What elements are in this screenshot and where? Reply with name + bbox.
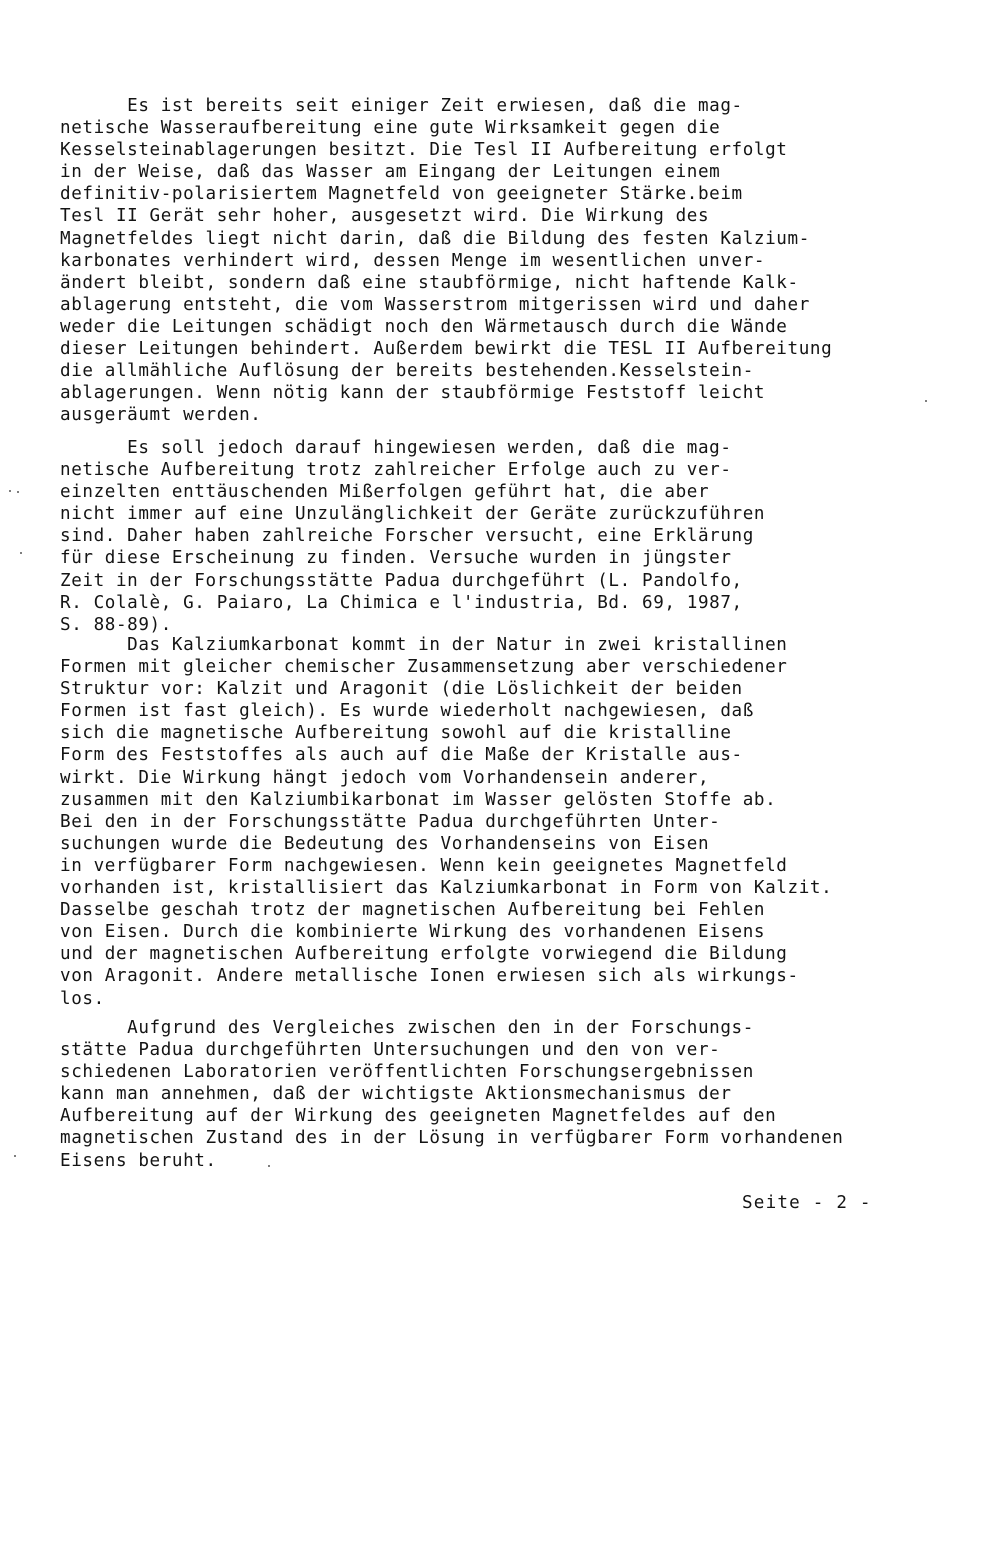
text-line: Es soll jedoch darauf hingewiesen werden, daß die mag- bbox=[60, 438, 732, 458]
text-line: von Aragonit. Andere metallische Ionen erwiesen sich als wirkungs- bbox=[60, 966, 799, 987]
text-line: die allmähliche Auflösung der bereits bestehenden.Kesselstein- bbox=[60, 361, 754, 382]
text-line: Dasselbe geschah trotz der magnetischen Aufbereitung bei Fehlen bbox=[60, 900, 766, 921]
text-line: netische Aufbereitung trotz zahlreicher Erfolge auch zu ver- bbox=[60, 460, 732, 481]
text-line: Formen mit gleicher chemischer Zusammensetzung aber verschiedener bbox=[60, 657, 788, 678]
text-line: Zeit in der Forschungsstätte Padua durchgeführt (L. Pandolfo, bbox=[60, 570, 743, 591]
text-line: Form des Feststoffes als auch auf die Maße der Kristalle aus- bbox=[60, 745, 743, 766]
text-line: dieser Leitungen behindert. Außerdem bewirkt die TESL II Aufbereitung bbox=[60, 339, 833, 360]
paragraph-4 bbox=[60, 1017, 843, 1172]
scan-speck bbox=[268, 1165, 270, 1167]
text-line: schiedenen Laboratorien veröffentlichten Forschungsergebnissen bbox=[60, 1062, 754, 1083]
text-line: vorhanden ist, kristallisiert das Kalziumkarbonat in Form von Kalzit. bbox=[60, 878, 833, 899]
text-line: suchungen wurde die Bedeutung des Vorhandenseins von Eisen bbox=[60, 833, 710, 854]
text-line: in verfügbarer Form nachgewiesen. Wenn kein geeignetes Magnetfeld bbox=[60, 855, 788, 876]
text-line: Magnetfeldes liegt nicht darin, daß die Bildung des festen Kalzium- bbox=[60, 228, 810, 249]
text-line: Eisens beruht. bbox=[60, 1150, 217, 1171]
text-line: ablagerungen. Wenn nötig kann der staubförmige Feststoff leicht bbox=[60, 383, 766, 404]
text-line: einzelten enttäuschenden Mißerfolgen geführt hat, die aber bbox=[60, 482, 710, 503]
paragraph-2 bbox=[60, 437, 765, 636]
text-line: magnetischen Zustand des in der Lösung in verfügbarer Form vorhandenen bbox=[60, 1128, 844, 1149]
text-line: definitiv-polarisiertem Magnetfeld von geeigneter Stärke.beim bbox=[60, 184, 743, 205]
text-line: los. bbox=[60, 988, 105, 1009]
paragraph-3 bbox=[60, 634, 832, 1010]
text-line: ausgeräumt werden. bbox=[60, 405, 262, 426]
text-line: kann man annehmen, daß der wichtigste Aktionsmechanismus der bbox=[60, 1084, 732, 1105]
text-line: weder die Leitungen schädigt noch den Wärmetausch durch die Wände bbox=[60, 316, 788, 337]
text-line: wirkt. Die Wirkung hängt jedoch vom Vorhandensein anderer, bbox=[60, 767, 710, 788]
text-line: ablagerung entsteht, die vom Wasserstrom mitgerissen wird und daher bbox=[60, 294, 810, 315]
text-line: Das Kalziumkarbonat kommt in der Natur in zwei kristallinen bbox=[60, 635, 788, 655]
scan-speck bbox=[14, 1155, 16, 1157]
text-line: Formen ist fast gleich). Es wurde wiederholt nachgewiesen, daß bbox=[60, 701, 754, 722]
text-line: und der magnetischen Aufbereitung erfolgte vorwiegend die Bildung bbox=[60, 944, 788, 965]
text-line: Aufbereitung auf der Wirkung des geeigneten Magnetfeldes auf den bbox=[60, 1106, 777, 1127]
text-line: karbonates verhindert wird, dessen Menge im wesentlichen unver- bbox=[60, 250, 766, 271]
text-line: Es ist bereits seit einiger Zeit erwiesen, daß die mag- bbox=[60, 96, 743, 116]
text-line: Struktur vor: Kalzit und Aragonit (die Löslichkeit der beiden bbox=[60, 679, 743, 700]
text-line: R. Colalè, G. Paiaro, La Chimica e l'industria, Bd. 69, 1987, bbox=[60, 592, 743, 613]
text-line: Kesselsteinablagerungen besitzt. Die Tesl II Aufbereitung erfolgt bbox=[60, 140, 788, 161]
text-line: für diese Erscheinung zu finden. Versuche wurden in jüngster bbox=[60, 548, 732, 569]
text-line: in der Weise, daß das Wasser am Eingang der Leitungen einem bbox=[60, 162, 721, 183]
text-line: zusammen mit den Kalziumbikarbonat im Wasser gelösten Stoffe ab. bbox=[60, 789, 777, 810]
text-line: Aufgrund des Vergleiches zwischen den in der Forschungs- bbox=[60, 1018, 754, 1038]
paragraph-1 bbox=[60, 95, 832, 426]
scan-speck bbox=[925, 400, 927, 402]
text-line: S. 88-89). bbox=[60, 614, 172, 635]
text-line: sind. Daher haben zahlreiche Forscher versucht, eine Erklärung bbox=[60, 526, 754, 547]
text-line: nicht immer auf eine Unzulänglichkeit der Geräte zurückzuführen bbox=[60, 504, 766, 525]
scan-speck bbox=[17, 491, 19, 493]
scan-speck bbox=[20, 552, 22, 554]
text-line: von Eisen. Durch die kombinierte Wirkung des vorhandenen Eisens bbox=[60, 922, 766, 943]
text-line: Bei den in der Forschungsstätte Padua durchgeführten Unter- bbox=[60, 811, 721, 832]
text-line: netische Wasseraufbereitung eine gute Wirksamkeit gegen die bbox=[60, 118, 721, 139]
page-number-footer: Seite - 2 - bbox=[742, 1193, 872, 1213]
text-line: stätte Padua durchgeführten Untersuchungen und den von ver- bbox=[60, 1040, 721, 1061]
text-line: ändert bleibt, sondern daß eine staubförmige, nicht haftende Kalk- bbox=[60, 272, 799, 293]
text-line: sich die magnetische Aufbereitung sowohl auf die kristalline bbox=[60, 723, 732, 744]
text-line: Tesl II Gerät sehr hoher, ausgesetzt wird. Die Wirkung des bbox=[60, 206, 710, 227]
scan-speck bbox=[9, 490, 11, 492]
